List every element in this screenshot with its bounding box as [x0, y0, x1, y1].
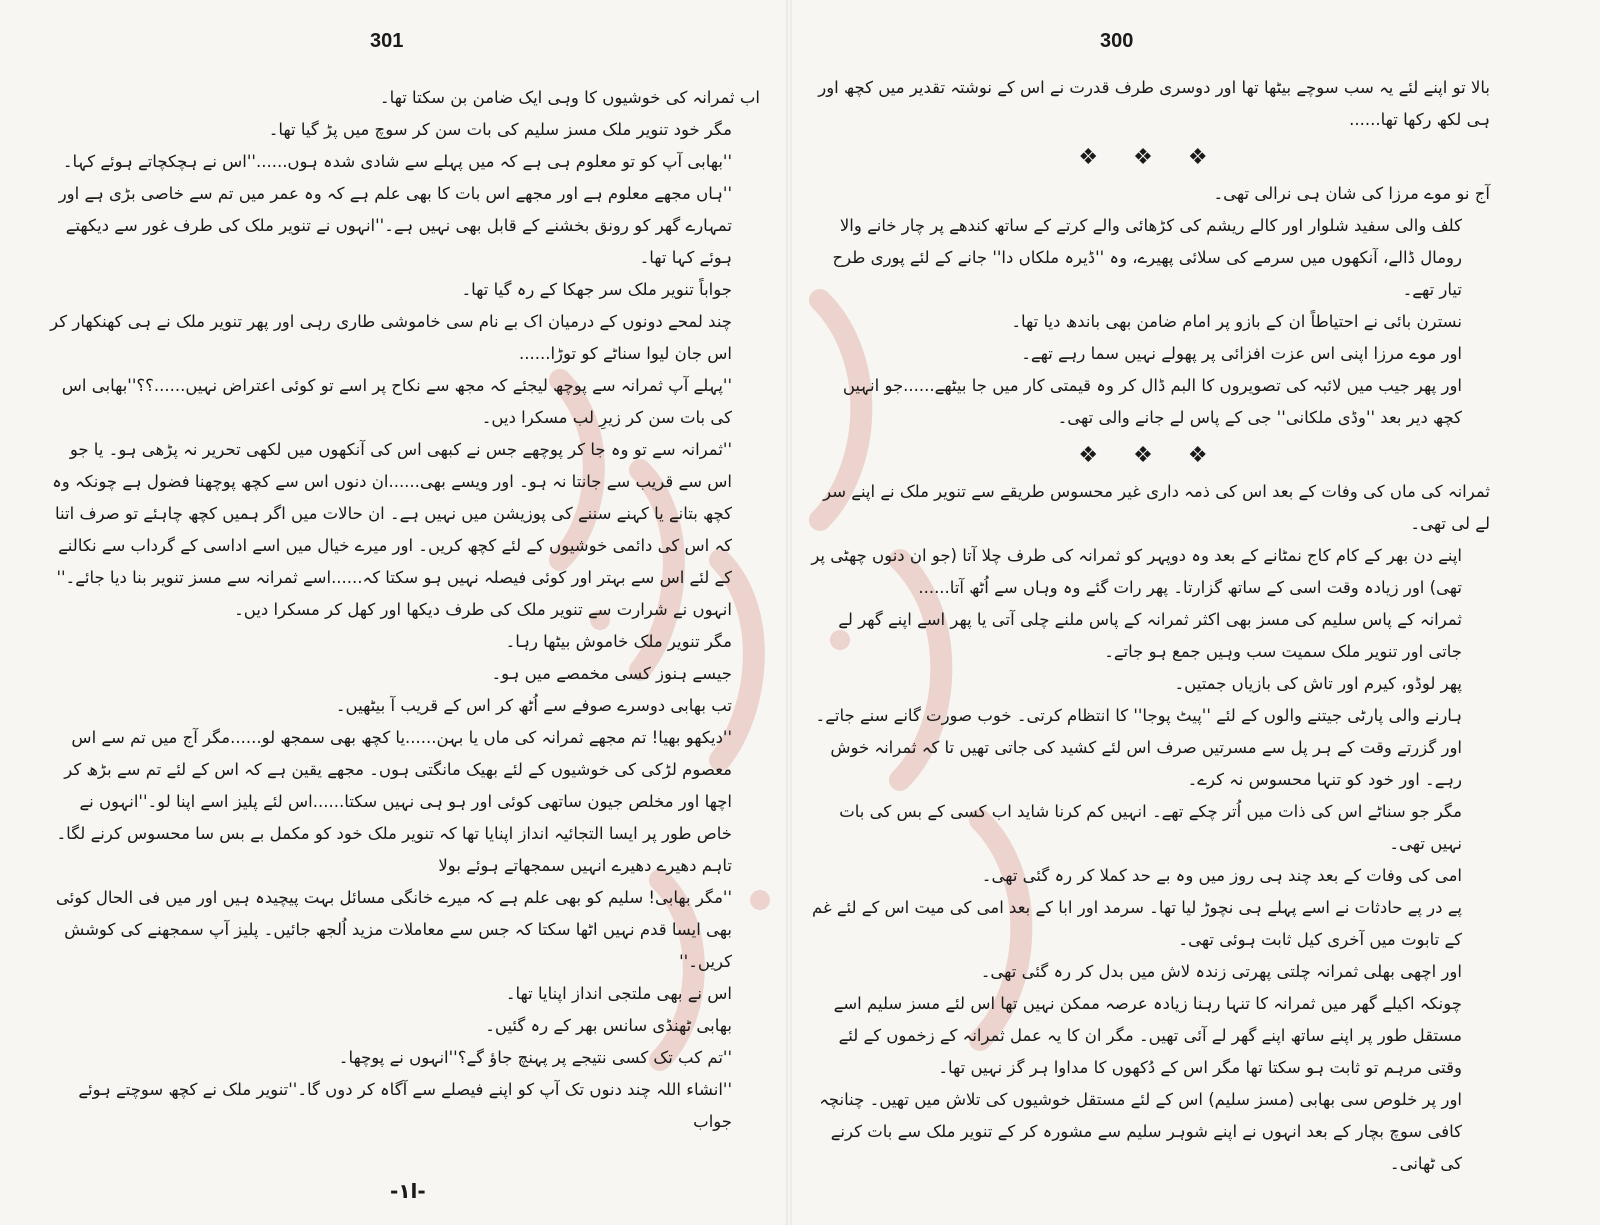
paragraph: ثمرانہ کی ماں کی وفات کے بعد اس کی ذمہ داری غیر محسوس طریقے سے تنویر ملک نے اپنے سر لے لی تھی۔: [823, 482, 1490, 533]
paragraph: امی کی وفات کے بعد چند ہی روز میں وہ بے حد کملا کر رہ گئی تھی۔: [981, 866, 1462, 885]
paragraph: اور موے مرزا اپنی اس عزت افزائی پر پھولے نہیں سما رہے تھے۔: [1021, 344, 1462, 363]
paragraph: تب بھابی دوسرے صوفے سے اُٹھ کر اس کے قریب آ بیٹھیں۔: [335, 696, 732, 715]
left-page: [0, 0, 790, 1225]
paragraph: اور پر خلوص سی بھابی (مسز سلیم) اس کے لئے مستقل خوشیوں کی تلاش میں تھیں۔ چنانچہ کافی سوچ بچار کے بعد انہوں نے اپنے شوہر سلیم سے مشورہ کر کے تنویر ملک سے بات کرنے کی ٹھانی۔: [819, 1090, 1462, 1173]
paragraph: ''ثمرانہ سے تو وہ جا کر پوچھے جس نے کبھی اس کی آنکھوں میں لکھی تحریر نہ پڑھی ہو۔ یا جو اس سے قریب سے جانتا نہ ہو۔ اور ویسے بھی......ان دنوں اس سے کچھ پوچھنا فضول ہے چونکہ وہ کچھ بتانے یا کہنے سننے کی پوزیشن میں نہیں ہے۔ ان حالات میں اگر ہمیں کچھ چاہئے تو صرف اتنا کہ اس کی دائمی خوشیوں کے لئے کچھ کریں۔ اور میرے خیال میں اسے اداسی کے گرداب سے نکالنے کے لئے اس سے بہتر اور کوئی فیصلہ نہیں ہو سکتا کہ......اسے ثمرانہ سے مسز تنویر بنا دیا جائے۔'': [52, 440, 732, 587]
paragraph: اس نے بھی ملتجی انداز اپنایا تھا۔: [505, 984, 732, 1003]
page-number: 300: [1100, 30, 1134, 52]
paragraph: چند لمحے دونوں کے درمیان اک بے نام سی خاموشی طاری رہی اور پھر تنویر ملک نے ہی کھنکھار کر اس جان لیوا سناٹے کو توڑا......: [50, 312, 732, 363]
paragraph: کلف والی سفید شلوار اور کالے ریشم کی کڑھائی والے کرتے کے ساتھ کندھے پر چار خانے والا رومال ڈالے، آنکھوں میں سرمے کی سلائی پھیرے، وہ ''ڈیرہ ملکاں دا'' جانے کے لئے پوری طرح تیار تھے۔: [832, 216, 1462, 299]
paragraph: انہوں نے شرارت سے تنویر ملک کی طرف دیکھا اور کھل کر مسکرا دیں۔: [234, 600, 732, 619]
paragraph: ثمرانہ کے پاس سلیم کی مسز بھی اکثر ثمرانہ کے پاس ملنے چلی آتی یا پھر اسے اپنے گھر لے جاتی اور تنویر ملک سمیت سب وہیں جمع ہو جاتے۔: [838, 610, 1462, 661]
paragraph: ''بھابی آپ کو تو معلوم ہی ہے کہ میں پہلے سے شادی شدہ ہوں......''اس نے ہچکچاتے ہوئے کہا۔: [62, 152, 732, 171]
paragraph: ''ہاں مجھے معلوم ہے اور مجھے اس بات کا بھی علم ہے کہ وہ عمر میں تم سے خاصی بڑی ہے اور تمہارے گھر کو رونق بخشنے کے قابل بھی نہیں ہے۔''انہوں نے تنویر ملک کی طرف غور سے دیکھتے ہوئے کہا تھا۔: [58, 184, 732, 267]
paragraph: اب ثمرانہ کی خوشیوں کا وہی ایک ضامن بن سکتا تھا۔: [379, 88, 760, 107]
paragraph: ''انشاء اللہ چند دنوں تک آپ کو اپنے فیصلے سے آگاہ کر دوں گا۔''تنویر ملک نے کچھ سوچتے ہوئے جواب: [78, 1080, 732, 1131]
left-page-text: [50, 82, 760, 1138]
paragraph: اور گزرتے وقت کے ہر پل سے مسرتیں صرف اس لئے کشید کی جاتی تھیں تا کہ ثمرانہ خوش رہے۔ اور خود کو تنہا محسوس نہ کرے۔: [830, 738, 1462, 789]
paragraph: مگر تنویر ملک خاموش بیٹھا رہا۔: [505, 632, 732, 651]
section-ornament: ❖ ❖ ❖: [1078, 145, 1222, 170]
paragraph: اپنے دن بھر کے کام کاج نمٹانے کے بعد وہ دوپہر کو ثمرانہ کی طرف چلا آتا (جو ان دنوں چھٹی پر تھی) اور زیادہ وقت اسی کے ساتھ گزارتا۔ پھر رات گئے وہ وہاں سے اُٹھ آتا......: [811, 546, 1462, 597]
section-ornament: ❖ ❖ ❖: [1078, 443, 1222, 468]
paragraph: ''مگر بھابی! سلیم کو بھی علم ہے کہ میرے خانگی مسائل بہت پیچیدہ ہیں اور میں فی الحال کوئی بھی ایسا قدم نہیں اٹھا سکتا کہ جس سے معاملات مزید اُلجھ جائیں۔ پلیز آپ سمجھنے کی کوشش کریں۔'': [55, 888, 732, 971]
paragraph: آج نو موے مرزا کی شان ہی نرالی تھی۔: [1213, 184, 1490, 203]
paragraph: ہارنے والی پارٹی جیتنے والوں کے لئے ''پیٹ پوجا'' کا انتظام کرتی۔ خوب صورت گانے سنے جاتے۔: [815, 706, 1462, 725]
paragraph: نسترن بائی نے احتیاطاً ان کے بازو پر امام ضامن بھی باندھ دیا تھا۔: [1011, 312, 1462, 331]
right-page-text-middle: [810, 178, 1490, 434]
paragraph: پھر لوڈو، کیرم اور تاش کی بازیاں جمتیں۔: [1174, 674, 1462, 693]
paragraph: اور اچھی بھلی ثمرانہ چلتی پھرتی زندہ لاش میں بدل کر رہ گئی تھی۔: [980, 962, 1462, 981]
paragraph: جواباً تنویر ملک سر جھکا کے رہ گیا تھا۔: [461, 280, 732, 299]
paragraph: پے در پے حادثات نے اسے پہلے ہی نچوڑ لیا تھا۔ سرمد اور ابا کے بعد امی کی میت اس کے لئے غم کے تابوت میں آخری کیل ثابت ہوئی تھی۔: [812, 898, 1462, 949]
paragraph: بالا تو اپنے لئے یہ سب سوچے بیٹھا تھا اور دوسری طرف قدرت نے اس کے نوشتہ تقدیر میں کچھ اور ہی لکھ رکھا تھا......: [818, 78, 1490, 129]
paragraph: چونکہ اکیلے گھر میں ثمرانہ کا تنہا رہنا زیادہ عرصہ ممکن نہیں تھا اس لئے مسز سلیم اسے مستقل طور پر اپنے ساتھ اپنے گھر لے آئی تھیں۔ مگر ان کا یہ عمل ثمرانہ کے زخموں کے لئے وقتی مرہم تو ثابت ہو سکتا تھا مگر اس کے دُکھوں کا مداوا ہر گز نہیں تھا۔: [833, 994, 1462, 1077]
paragraph: بھابی ٹھنڈی سانس بھر کے رہ گئیں۔: [485, 1016, 732, 1035]
page-number: 301: [370, 30, 404, 52]
paragraph: جیسے ہنوز کسی مخمصے میں ہو۔: [491, 664, 732, 683]
paragraph: مگر خود تنویر ملک مسز سلیم کی بات سن کر سوچ میں پڑ گیا تھا۔: [268, 120, 732, 139]
paragraph: ''پہلے آپ ثمرانہ سے پوچھ لیجئے کہ مجھ سے نکاح پر اسے تو کوئی اعتراض نہیں......؟؟''بھابی اس کی بات سن کر زیرِ لب مسکرا دیں۔: [61, 376, 732, 427]
paragraph: ''تم کب تک کسی نتیجے پر پہنچ جاؤ گے؟''انہوں نے پوچھا۔: [338, 1048, 732, 1067]
paragraph: اور پھر جیب میں لائبہ کی تصویروں کا البم ڈال کر وہ قیمتی کار میں جا بیٹھے......جو انہیں کچھ دیر بعد ''وڈی ملکانی'' جی کے پاس لے جانے والی تھی۔: [842, 376, 1462, 427]
footer-mark: -ا۱-: [390, 1179, 426, 1203]
right-page-text-bottom: [810, 476, 1490, 1180]
right-page-text-top: [810, 72, 1490, 136]
paragraph: مگر جو سناٹے اس کی ذات میں اُتر چکے تھے۔ انہیں کم کرنا شاید اب کسی کے بس کی بات نہیں تھی۔: [839, 802, 1462, 853]
paragraph: ''دیکھو بھیا! تم مجھے ثمرانہ کی ماں یا بہن......یا کچھ بھی سمجھ لو......مگر آج میں تم سے اس معصوم لڑکی کی خوشیوں کے لئے بھیک مانگتی ہوں۔ مجھے یقین ہے کہ اس کے لئے تم سے بڑھ کر اچھا اور مخلص جیون ساتھی کوئی اور ہو ہی نہیں سکتا......اس لئے پلیز اسے اپنا لو۔''انہوں نے خاص طور پر ایسا التجائیہ انداز اپنایا تھا کہ تنویر ملک خود کو مکمل بے بس سا محسوس کرنے لگا۔ تاہم دھیرے دھیرے انہیں سمجھاتے ہوئے بولا: [56, 728, 732, 875]
right-page: [790, 0, 1600, 1225]
